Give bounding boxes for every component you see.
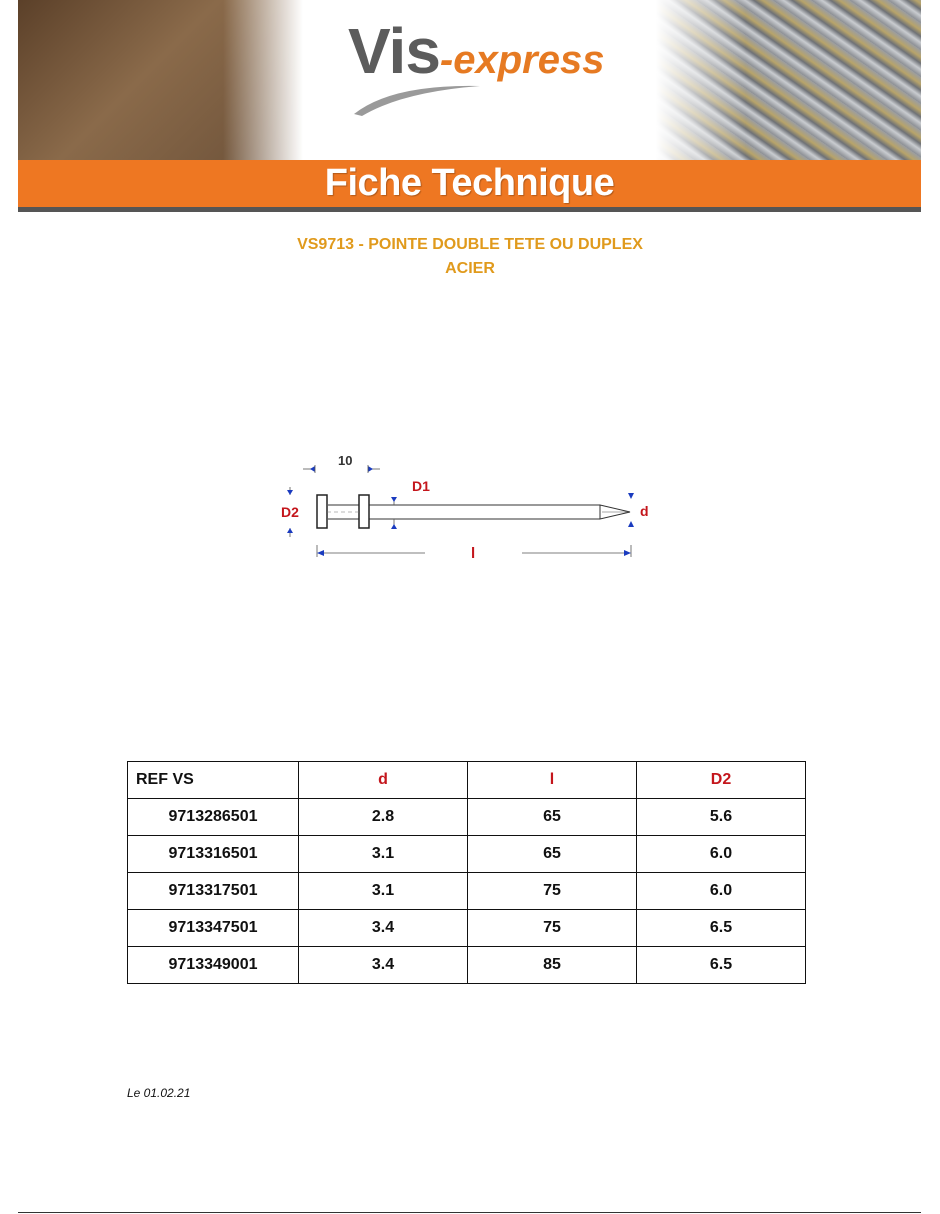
spec-table	[127, 761, 806, 984]
cell-ref: 9713316501	[128, 836, 299, 873]
header-banner	[18, 0, 921, 160]
cell-l: 65	[468, 836, 637, 873]
cell-ref: 9713286501	[128, 799, 299, 836]
document-title-line2: ACIER	[445, 260, 495, 277]
table-row	[128, 947, 806, 984]
cell-l: 75	[468, 910, 637, 947]
document-title	[0, 233, 940, 281]
header-ref: REF VS	[128, 762, 299, 799]
logo-vis: Vis	[348, 15, 440, 87]
cell-d: 3.1	[299, 836, 468, 873]
cell-d2: 5.6	[637, 799, 806, 836]
cell-d: 2.8	[299, 799, 468, 836]
header-d2: D2	[637, 762, 806, 799]
cell-ref: 9713349001	[128, 947, 299, 984]
label-d1: D1	[412, 478, 430, 494]
screws-photo	[656, 0, 921, 160]
table-header-row	[128, 762, 806, 799]
footer-divider	[18, 1212, 921, 1213]
banner-title: Fiche Technique	[324, 162, 615, 204]
cell-d: 3.4	[299, 910, 468, 947]
table-row	[128, 873, 806, 910]
cell-d: 3.4	[299, 947, 468, 984]
header-l: l	[468, 762, 637, 799]
table-row	[128, 910, 806, 947]
cell-l: 65	[468, 799, 637, 836]
logo-swoosh-icon	[352, 78, 482, 118]
cell-d2: 6.5	[637, 910, 806, 947]
table-row	[128, 836, 806, 873]
label-d2: D2	[281, 504, 299, 520]
cell-ref: 9713347501	[128, 910, 299, 947]
workshop-photo	[18, 0, 303, 160]
banner-title-bar	[18, 160, 921, 207]
cell-d2: 6.0	[637, 873, 806, 910]
header-d: d	[299, 762, 468, 799]
nail-diagram	[270, 445, 670, 575]
logo-express: -express	[439, 38, 605, 82]
cell-d: 3.1	[299, 873, 468, 910]
cell-l: 85	[468, 947, 637, 984]
document-title-line1: VS9713 - POINTE DOUBLE TETE OU DUPLEX	[297, 236, 643, 253]
cell-d2: 6.5	[637, 947, 806, 984]
cell-ref: 9713317501	[128, 873, 299, 910]
label-d: d	[640, 503, 649, 519]
cell-d2: 6.0	[637, 836, 806, 873]
label-spacing: 10	[338, 453, 353, 468]
document-date: Le 01.02.21	[127, 1086, 191, 1100]
table-row	[128, 799, 806, 836]
banner-divider	[18, 207, 921, 212]
label-l: l	[471, 545, 476, 562]
cell-l: 75	[468, 873, 637, 910]
